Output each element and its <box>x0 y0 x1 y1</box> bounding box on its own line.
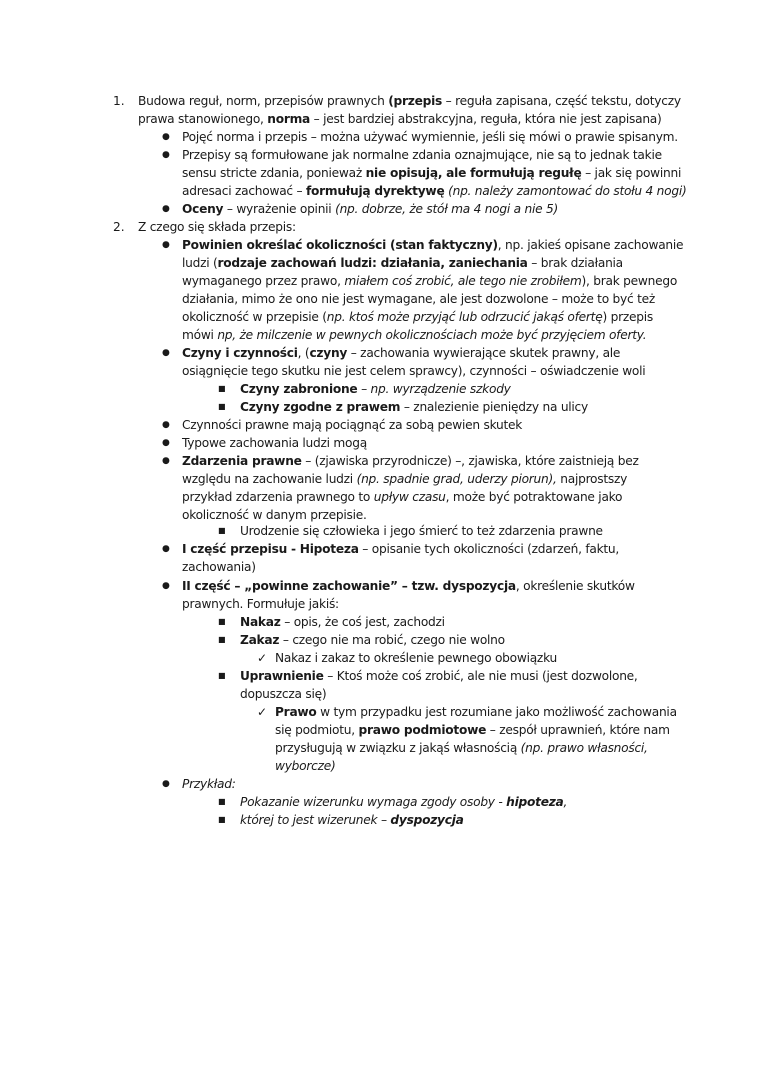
text-line: Przykład: <box>182 777 236 791</box>
text-line: adresaci zachować – formułują dyrektywę (np. należy zamontować do stołu 4 nogi) <box>182 184 687 198</box>
list-number-2: 2. <box>113 220 125 234</box>
text-line: Uprawnienie – Ktoś może coś zrobić, ale nie musi (jest dozwolone, <box>240 669 638 683</box>
text-line: dopuszcza się) <box>240 687 327 701</box>
square-bullet-icon: ■ <box>218 617 226 626</box>
text-line: osiągnięcie tego skutku nie jest celem sprawcy), czynności – oświadczenie woli <box>182 364 646 378</box>
text-line: Czyny zabronione – np. wyrządzenie szkody <box>240 382 511 396</box>
text-line: Nakaz – opis, że coś jest, zachodzi <box>240 615 445 629</box>
bullet-icon: ● <box>162 240 170 250</box>
text-line: Przepisy są formułowane jak normalne zdania oznajmujące, nie są to jednak takie <box>182 148 662 162</box>
text-line: względu na zachowanie ludzi (np. spadnie grad, uderzy piorun), najprostszy <box>182 472 628 486</box>
check-mark-icon: ✓ <box>257 651 268 665</box>
bullet-icon: ● <box>162 438 170 448</box>
bullet-icon: ● <box>162 420 170 430</box>
list-number-1: 1. <box>113 94 125 108</box>
text-line: Prawo w tym przypadku jest rozumiane jako możliwość zachowania <box>275 705 677 719</box>
text-line: okoliczność w przepisie (np. ktoś może przyjąć lub odrzucić jakąś ofertę) przepis <box>182 310 653 324</box>
text-line: wymaganego przez prawo, miałem coś zrobić, ale tego nie zrobiłem), brak pewnego <box>182 274 678 288</box>
text-line: mówi np, że milczenie w pewnych okolicznościach może być przyjęciem oferty. <box>182 328 647 342</box>
text-line: wyborcze) <box>275 759 336 773</box>
text-line: Powinien określać okoliczności (stan faktyczny), np. jakieś opisane zachowanie <box>182 238 684 252</box>
bullet-icon: ● <box>162 544 170 554</box>
text-line: przykład zdarzenia prawnego to upływ czasu, może być potraktowane jako <box>182 490 623 504</box>
bullet-icon: ● <box>162 348 170 358</box>
text-line: Z czego się składa przepis: <box>138 220 296 234</box>
text-line: działania, mimo że ono nie jest wymagane, ale jest dozwolone – może to być też <box>182 292 655 306</box>
text-line: Pokazanie wizerunku wymaga zgody osoby - hipoteza, <box>240 795 568 809</box>
text-line: się podmiotu, prawo podmiotowe – zespół uprawnień, które nam <box>275 723 670 737</box>
bullet-icon: ● <box>162 779 170 789</box>
text-line: Oceny – wyrażenie opinii (np. dobrze, że stół ma 4 nogi a nie 5) <box>182 202 558 216</box>
text-line: Czyny i czynności, (czyny – zachowania wywierające skutek prawny, ale <box>182 346 621 360</box>
square-bullet-icon: ■ <box>218 635 226 644</box>
text-line: Czyny zgodne z prawem – znalezienie pieniędzy na ulicy <box>240 400 588 414</box>
text-line: Pojęć norma i przepis – można używać wymiennie, jeśli się mówi o prawie spisanym. <box>182 130 678 144</box>
text-line: Urodzenie się człowieka i jego śmierć to też zdarzenia prawne <box>240 524 603 538</box>
text-line: sensu stricte zdania, ponieważ nie opisują, ale formułują regułę – jak się powinni <box>182 166 682 180</box>
text-line: okoliczność w danym przepisie. <box>182 508 367 522</box>
square-bullet-icon: ■ <box>218 526 226 535</box>
text-line: której to jest wizerunek – dyspozycja <box>240 813 464 827</box>
bullet-icon: ● <box>162 456 170 466</box>
text-line: II część – „powinne zachowanie” – tzw. dyspozycja, określenie skutków <box>182 579 635 593</box>
text-line: Zdarzenia prawne – (zjawiska przyrodnicze) –, zjawiska, które zaistnieją bez <box>182 454 639 468</box>
square-bullet-icon: ■ <box>218 384 226 393</box>
bullet-icon: ● <box>162 204 170 214</box>
text-line: Zakaz – czego nie ma robić, czego nie wolno <box>240 633 505 647</box>
text-line: prawnych. Formułuje jakiś: <box>182 597 339 611</box>
text-line: prawa stanowionego, norma – jest bardziej abstrakcyjna, reguła, która nie jest zapisana) <box>138 112 662 126</box>
check-mark-icon: ✓ <box>257 705 268 719</box>
text-line: Budowa reguł, norm, przepisów prawnych (przepis – reguła zapisana, część tekstu, dotyczy <box>138 94 681 108</box>
text-line: Czynności prawne mają pociągnąć za sobą pewien skutek <box>182 418 523 432</box>
square-bullet-icon: ■ <box>218 402 226 411</box>
square-bullet-icon: ■ <box>218 671 226 680</box>
square-bullet-icon: ■ <box>218 797 226 806</box>
bullet-icon: ● <box>162 581 170 591</box>
text-line: I część przepisu - Hipoteza – opisanie tych okoliczności (zdarzeń, faktu, <box>182 542 620 556</box>
text-line: Typowe zachowania ludzi mogą <box>182 436 367 450</box>
text-line: przysługują w związku z jakąś własnością (np. prawo własności, <box>275 741 648 755</box>
text-line: zachowania) <box>182 560 256 574</box>
text-line: ludzi (rodzaje zachowań ludzi: działania, zaniechania – brak działania <box>182 256 623 270</box>
square-bullet-icon: ■ <box>218 815 226 824</box>
bullet-icon: ● <box>162 150 170 160</box>
bullet-icon: ● <box>162 132 170 142</box>
text-line: Nakaz i zakaz to określenie pewnego obowiązku <box>275 651 557 665</box>
